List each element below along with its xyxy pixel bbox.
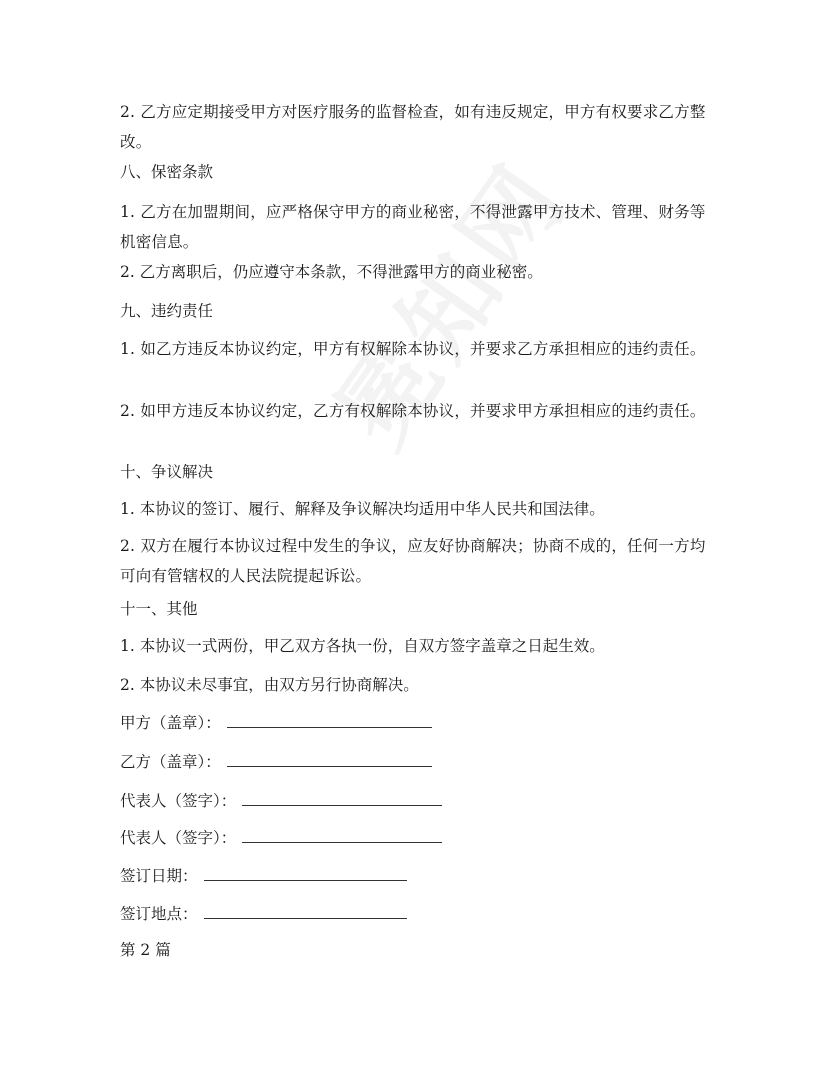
party-b-seal-field <box>120 750 432 774</box>
section-heading-9: 九、违约责任 <box>120 302 214 320</box>
clause-8-2: 2. 乙方离职后，仍应遵守本条款，不得泄露甲方的商业秘密。 <box>120 263 543 281</box>
sign-date-blank[interactable] <box>204 864 407 881</box>
next-part-heading: 第 2 篇 <box>120 941 171 959</box>
rep-a-signature-field <box>120 789 442 813</box>
clause-11-1: 1. 本协议一式两份，甲乙双方各执一份，自双方签字盖章之日起生效。 <box>120 637 605 655</box>
sign-place-blank[interactable] <box>204 902 407 919</box>
rep-a-signature-label: 代表人（签字）： <box>120 792 237 810</box>
section-heading-10: 十、争议解决 <box>120 463 214 481</box>
clause-10-2: 2. 双方在履行本协议过程中发生的争议，应友好协商解决；协商不成的，任何一方均可向有管辖权的人民法院提起诉讼。 <box>120 537 706 585</box>
sign-place-field <box>120 902 407 926</box>
party-a-seal-field <box>120 711 432 735</box>
party-a-seal-label: 甲方（盖章）： <box>120 714 221 732</box>
sign-place-label: 签订地点： <box>120 905 198 923</box>
sign-date-label: 签订日期： <box>120 867 198 885</box>
clause-8-1: 1. 乙方在加盟期间，应严格保守甲方的商业秘密，不得泄露甲方技术、管理、财务等机密信息。 <box>120 203 706 251</box>
clause-7-2: 2. 乙方应定期接受甲方对医疗服务的监督检查，如有违反规定，甲方有权要求乙方整改。 <box>120 103 706 151</box>
clause-11-2: 2. 本协议未尽事宜，由双方另行协商解决。 <box>120 676 419 694</box>
rep-a-signature-blank[interactable] <box>242 789 442 806</box>
party-a-seal-blank[interactable] <box>227 711 432 728</box>
rep-b-signature-blank[interactable] <box>242 826 442 843</box>
rep-b-signature-field <box>120 826 442 850</box>
clause-9-2: 2. 如甲方违反本协议约定，乙方有权解除本协议，并要求甲方承担相应的违约责任。 <box>120 402 706 420</box>
party-b-seal-label: 乙方（盖章）： <box>120 753 221 771</box>
party-b-seal-blank[interactable] <box>227 750 432 767</box>
rep-b-signature-label: 代表人（签字）： <box>120 829 237 847</box>
section-heading-11: 十一、其他 <box>120 600 198 618</box>
clause-10-1: 1. 本协议的签订、履行、解释及争议解决均适用中华人民共和国法律。 <box>120 500 605 518</box>
section-heading-8: 八、保密条款 <box>120 163 214 181</box>
clause-9-1: 1. 如乙方违反本协议约定，甲方有权解除本协议，并要求乙方承担相应的违约责任。 <box>120 340 706 358</box>
sign-date-field <box>120 864 407 888</box>
